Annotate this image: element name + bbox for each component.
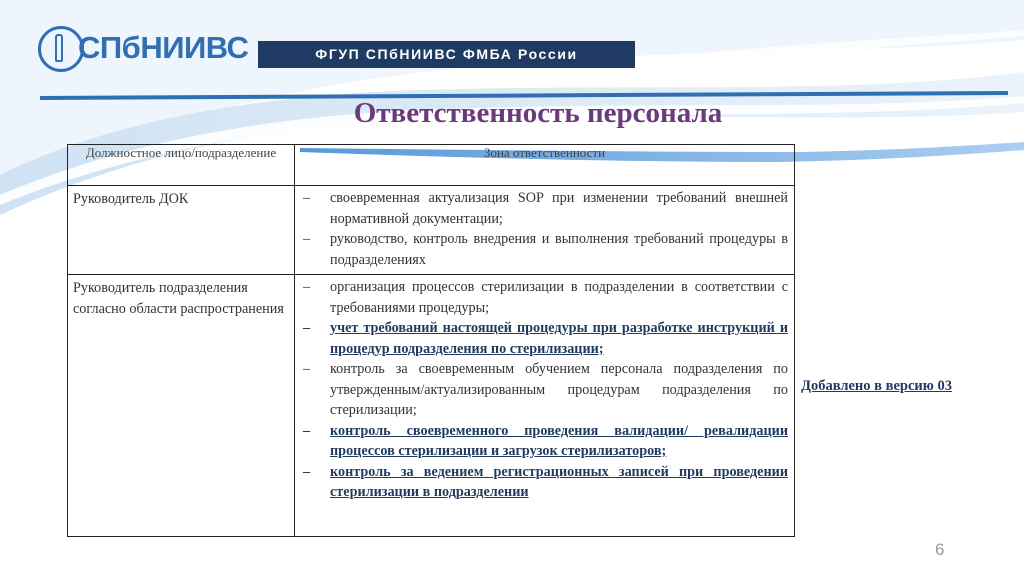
list-item [299, 359, 788, 421]
list-item-text: организация процессов стерилизации в подразделении в соответствии с требованиями процедуры; [330, 279, 788, 316]
responsibility-list [299, 188, 788, 270]
dash-bullet: – [303, 279, 311, 295]
responsibility-cell [295, 186, 795, 275]
list-item-added [299, 318, 788, 359]
responsibility-list [299, 277, 788, 503]
page-number: 6 [935, 540, 945, 559]
list-item [299, 229, 788, 270]
list-item [299, 277, 788, 318]
logo [38, 26, 248, 80]
role-cell: Руководитель ДОК [68, 186, 295, 275]
list-item-added [299, 421, 788, 462]
list-item [299, 188, 788, 229]
responsibility-cell [295, 275, 795, 537]
dash-bullet: – [303, 463, 311, 480]
list-item-text: учет требований настоящей процедуры при разработке инструкций и процедур подразделения по стерилизации; [330, 320, 788, 357]
list-item-text: контроль своевременного проведения валидации/ ревалидации процессов стерилизации и загрузок стерилизаторов; [330, 422, 788, 459]
role-cell: Руководитель подразделения согласно области распространения [68, 275, 295, 537]
dash-bullet: – [303, 190, 311, 206]
header-responsibility-zone: Зона ответственности [295, 145, 795, 186]
vial-icon [55, 34, 63, 62]
table-row [68, 186, 795, 275]
version-note: Добавлено в версию 03 [801, 378, 952, 394]
responsibility-table [67, 144, 795, 537]
list-item-text: контроль за своевременным обучением персонала подразделения по утвержденным/актуализированным процедурам подразделения по стерилизации; [330, 361, 788, 418]
table-row [68, 275, 795, 537]
dash-bullet: – [303, 422, 311, 439]
list-item-text: руководство, контроль внедрения и выполнения требований процедуры в подразделениях [330, 231, 788, 268]
list-item-text: своевременная актуализация SOP при изменении требований внешней нормативной документации; [330, 190, 788, 227]
list-item-text: контроль за ведением регистрационных записей при проведении стерилизации в подразделении [330, 463, 788, 500]
table-header-row [68, 145, 795, 186]
dash-bullet: – [303, 320, 311, 336]
header-position: Должностное лицо/подразделение [68, 145, 295, 186]
list-item-added [299, 462, 788, 503]
logo-text: СПбНИИВС [78, 30, 249, 65]
slide-title: Ответственность персонала [353, 97, 723, 129]
organization-banner: ФГУП СПбНИИВС ФМБА России [258, 41, 635, 68]
dash-bullet: – [303, 361, 311, 377]
dash-bullet: – [303, 231, 311, 247]
